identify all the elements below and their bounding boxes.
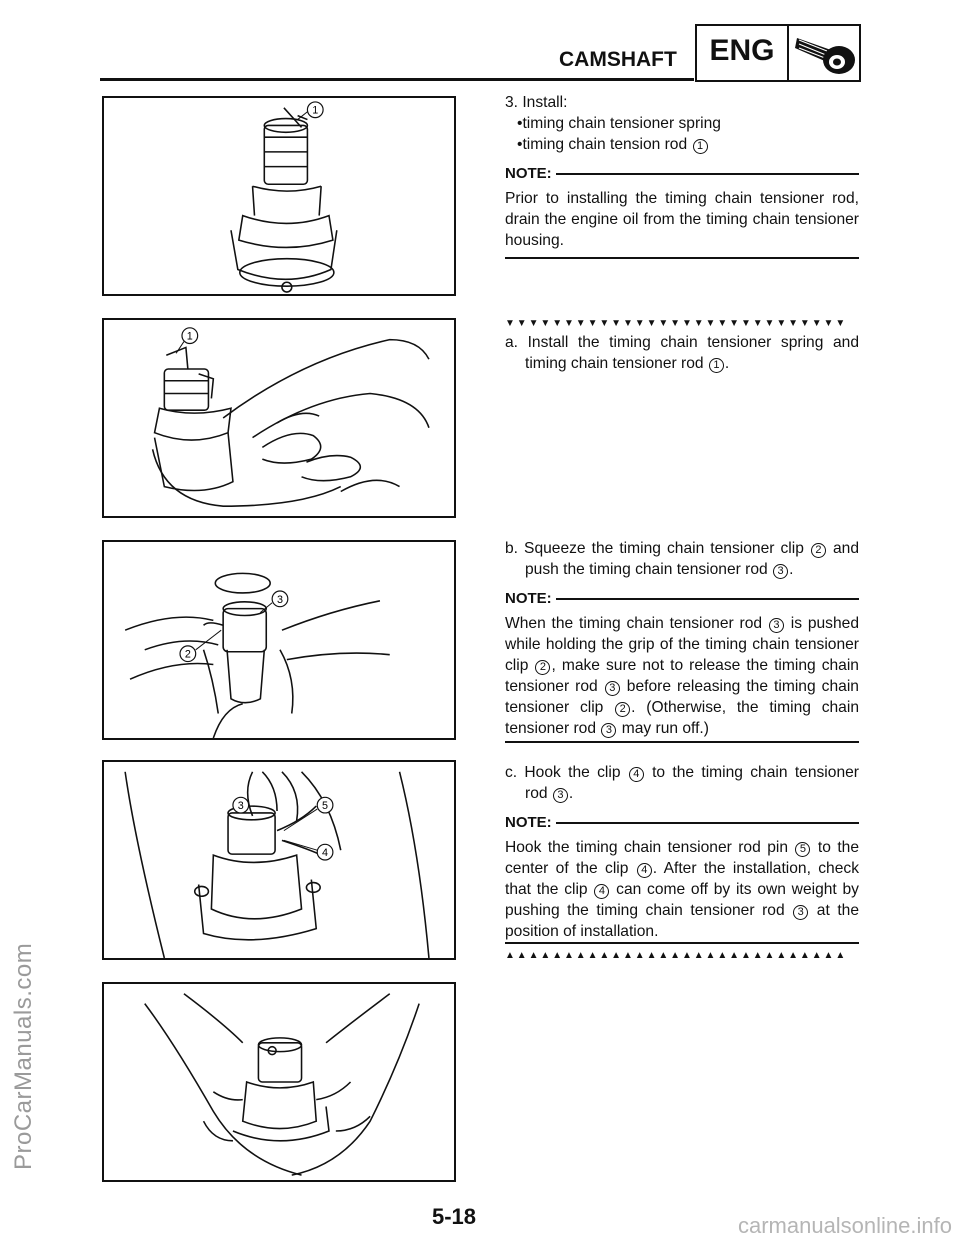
figure-1-tensioner-rod (102, 96, 456, 296)
step-b-t2: and push the timing chain tensioner rod (525, 540, 859, 578)
procedure-end-marker: ▲▲▲▲▲▲▲▲▲▲▲▲▲▲▲▲▲▲▲▲▲▲▲▲▲▲▲▲▲ (505, 950, 848, 961)
step-c-text (505, 762, 859, 804)
step-a-text (505, 332, 859, 374)
svg-text:5: 5 (322, 800, 329, 813)
callout-1 (298, 102, 323, 120)
ref-3: 3 (601, 723, 616, 738)
step-b-t1: b. Squeeze the timing chain tensioner clip (505, 540, 804, 557)
step-b-text (505, 538, 859, 580)
step-c-note-header (505, 812, 859, 833)
svg-text:1: 1 (186, 330, 193, 343)
step-3-item-rod-text: •timing chain tension rod (517, 136, 688, 153)
step-b-n6: may run off.) (621, 720, 709, 737)
ref-3: 3 (769, 618, 784, 633)
callout-3 (260, 591, 287, 613)
tensioner-illustration-5 (104, 984, 454, 1180)
badge-divider (787, 26, 789, 80)
note-rule (556, 173, 859, 175)
ref-4: 4 (594, 884, 609, 899)
step-c-note-text (505, 837, 859, 942)
step-c-n2: to the center of the clip (505, 839, 859, 877)
header-rule (100, 78, 694, 81)
svg-text:2: 2 (184, 648, 191, 661)
step-3-item-spring: •timing chain tensioner spring (517, 115, 721, 132)
ref-5: 5 (795, 842, 810, 857)
step-b-n1: When the timing chain tensioner rod (505, 615, 763, 632)
ref-1: 1 (693, 139, 708, 154)
ref-3: 3 (553, 788, 568, 803)
step-b-note-header (505, 588, 859, 609)
step-c-note-end-rule (505, 942, 859, 944)
step-a-block (505, 332, 859, 374)
step-b-n2: is pushed while holding the grip of the timing chain tensioner clip (505, 615, 859, 674)
svg-text:4: 4 (322, 847, 329, 860)
step-c-n5: at the position of installation. (505, 902, 860, 940)
step-b-n5: . (Otherwise, the timing chain tensioner rod (505, 699, 859, 737)
step-b-n4: before releasing the timing chain tensioner clip (505, 678, 859, 716)
note-label: NOTE: (505, 165, 552, 182)
step-b-note-text (505, 613, 859, 739)
ref-3: 3 (773, 564, 788, 579)
step-3-item-rod (505, 134, 859, 155)
figure-4-hook-clip (102, 760, 456, 960)
step-c-t2: to the timing chain tensioner rod (525, 764, 859, 802)
step-c-n4: can come off by its own weight by pushing the timing chain tensioner rod (505, 881, 859, 919)
section-title: CAMSHAFT (559, 48, 677, 71)
ref-3: 3 (605, 681, 620, 696)
step-a-end: . (724, 355, 730, 372)
engine-gear-icon (791, 28, 859, 78)
section-badge (695, 24, 861, 82)
step-3-note-text: Prior to installing the timing chain tensioner rod, drain the engine oil from the timing chain tensioner housing. (505, 190, 859, 249)
figure-5-installed-clip (102, 982, 456, 1182)
bottom-watermark: carmanualsonline.info (737, 1213, 952, 1238)
step-c-t3: . (568, 785, 574, 802)
figure-2-install-spring (102, 318, 456, 518)
page-number: 5-18 (432, 1204, 477, 1229)
step-b-n3: , make sure not to release the timing chain tensioner rod (505, 657, 859, 695)
ref-1: 1 (709, 358, 724, 373)
callout-2 (180, 630, 221, 661)
callout-3 (233, 797, 249, 813)
badge-label: ENG (709, 34, 775, 67)
tensioner-illustration-2 (104, 320, 454, 516)
step-c-t1: c. Hook the clip (505, 764, 621, 781)
step-a-body: a. Install the timing chain tensioner spring and timing chain tensioner rod (505, 334, 859, 372)
ref-2: 2 (535, 660, 550, 675)
note-label: NOTE: (505, 814, 552, 831)
step-c-n3: . After the installation, check that the clip (505, 860, 859, 898)
procedure-start-marker: ▼▼▼▼▼▼▼▼▼▼▼▼▼▼▼▼▼▼▼▼▼▼▼▼▼▼▼▼▼ (505, 318, 848, 329)
note-rule (556, 598, 859, 600)
step-3-note-end-rule (505, 257, 859, 259)
ref-3: 3 (793, 905, 808, 920)
step-b-t3: . (789, 561, 794, 578)
figure-3-squeeze-clip (102, 540, 456, 740)
ref-4: 4 (637, 863, 652, 878)
tensioner-illustration-4 (104, 762, 454, 958)
step-c-block (505, 762, 859, 942)
step-b-note-end-rule (505, 741, 859, 743)
step-3-note-header (505, 163, 859, 184)
side-watermark: ProCarManuals.com (10, 942, 37, 1170)
step-3-block (505, 92, 859, 251)
tensioner-illustration-1 (104, 98, 454, 294)
tensioner-illustration-3 (104, 542, 454, 738)
ref-4: 4 (629, 767, 644, 782)
ref-2: 2 (811, 543, 826, 558)
note-label: NOTE: (505, 590, 552, 607)
note-rule (556, 822, 859, 824)
step-3-title: 3. Install: (505, 94, 568, 111)
svg-text:1: 1 (312, 104, 319, 117)
step-c-n1: Hook the timing chain tensioner rod pin (505, 839, 789, 856)
step-b-block (505, 538, 859, 739)
svg-text:3: 3 (237, 800, 244, 813)
ref-2: 2 (615, 702, 630, 717)
svg-text:3: 3 (276, 593, 283, 606)
